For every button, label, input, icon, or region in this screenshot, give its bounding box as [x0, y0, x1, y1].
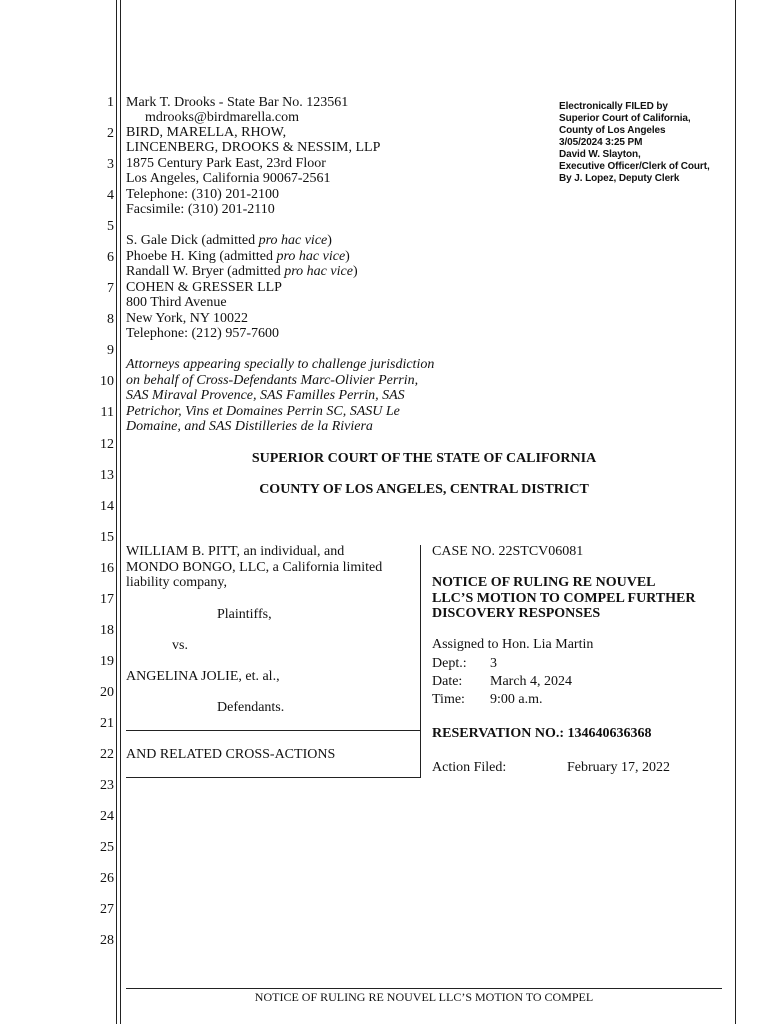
line-number: 7	[107, 281, 114, 296]
assigned-judge: Assigned to Hon. Lia Martin	[432, 637, 594, 652]
firm-address-line1: 1875 Century Park East, 23rd Floor	[126, 156, 326, 171]
firm-facsimile: Facsimile: (310) 201-2110	[126, 202, 275, 217]
stamp-line: Electronically FILED by	[559, 101, 668, 112]
attorney-email: mdrooks@birdmarella.com	[145, 110, 300, 125]
attorney-name	[126, 233, 332, 248]
document-title-line2: LLC’S MOTION TO COMPEL FURTHER	[432, 591, 696, 606]
line-number: 8	[107, 312, 114, 327]
line-number: 17	[100, 592, 114, 607]
plaintiff-names-line3: liability company,	[126, 575, 227, 590]
stamp-line: By J. Lopez, Deputy Clerk	[559, 173, 680, 184]
line-number: 28	[100, 933, 114, 948]
paren-close: )	[345, 249, 350, 264]
footer-rule	[126, 988, 722, 989]
line-number: 20	[100, 685, 114, 700]
document-title-line3: DISCOVERY RESPONSES	[432, 606, 601, 621]
line-number: 26	[100, 871, 114, 886]
hearing-time-label: Time:	[432, 692, 465, 707]
caption-bottom-rule	[126, 777, 421, 778]
line-number: 22	[100, 747, 114, 762]
statement-line: Domaine, and SAS Distilleries de la Riviera	[126, 419, 373, 434]
stamp-line: David W. Slayton,	[559, 149, 641, 160]
firm-address-line2: New York, NY 10022	[126, 311, 248, 326]
stamp-line: Superior Court of California,	[559, 113, 691, 124]
action-filed-label: Action Filed:	[432, 760, 507, 775]
firm-name: COHEN & GRESSER LLP	[126, 280, 282, 295]
line-number: 14	[100, 499, 114, 514]
hearing-date-label: Date:	[432, 674, 463, 689]
attorney-name	[126, 249, 350, 264]
pro-hac-vice-text: pro hac vice	[276, 249, 346, 264]
court-name: SUPERIOR COURT OF THE STATE OF CALIFORNIA	[251, 451, 597, 466]
stamp-line: Executive Officer/Clerk of Court,	[559, 161, 710, 172]
line-number: 4	[107, 188, 114, 203]
versus-label: vs.	[172, 638, 188, 653]
stamp-line: County of Los Angeles	[559, 125, 666, 136]
paren-close: )	[352, 264, 358, 279]
line-number: 19	[100, 654, 114, 669]
left-margin-rule	[116, 0, 117, 1024]
line-number: 21	[100, 716, 114, 731]
line-number: 25	[100, 840, 114, 855]
plaintiff-names-line1: WILLIAM B. PITT, an individual, and	[126, 544, 345, 559]
reservation-number: RESERVATION NO.: 134640636368	[432, 726, 652, 741]
line-number: 5	[107, 219, 114, 234]
hearing-time-value: 9:00 a.m.	[490, 692, 543, 707]
dept-value: 3	[490, 656, 497, 671]
line-number: 6	[107, 250, 114, 265]
line-number: 16	[100, 561, 114, 576]
hearing-date-value: March 4, 2024	[490, 674, 573, 689]
right-margin-rule	[735, 0, 736, 1024]
pro-hac-vice-text: pro hac vice	[284, 264, 353, 279]
attorney-name-text: Phoebe H. King (admitted	[126, 249, 277, 264]
firm-name-line2: LINCENBERG, DROOKS & NESSIM, LLP	[126, 140, 381, 155]
firm-name-line1: BIRD, MARELLA, RHOW,	[126, 125, 287, 140]
defendants-label: Defendants.	[217, 700, 285, 715]
line-number: 15	[100, 530, 114, 545]
line-number: 11	[100, 405, 114, 420]
action-filed-date: February 17, 2022	[567, 760, 671, 775]
attorney-name-text: S. Gale Dick (admitted	[126, 233, 259, 248]
court-district: COUNTY OF LOS ANGELES, CENTRAL DISTRICT	[259, 482, 589, 497]
attorney-name	[126, 264, 358, 279]
firm-telephone: Telephone: (212) 957-7600	[126, 326, 279, 341]
footer-title: NOTICE OF RULING RE NOUVEL LLC’S MOTION TO COMPEL	[254, 990, 594, 1004]
line-number: 24	[100, 809, 114, 824]
related-actions: AND RELATED CROSS-ACTIONS	[126, 747, 336, 762]
firm-address-line2: Los Angeles, California 90067-2561	[126, 171, 331, 186]
plaintiff-names-line2: MONDO BONGO, LLC, a California limited	[126, 560, 383, 575]
line-number: 10	[100, 374, 114, 389]
statement-line: Petrichor, Vins et Domaines Perrin SC, SASU Le	[126, 404, 400, 419]
attorney-name: Mark T. Drooks - State Bar No. 123561	[126, 95, 349, 110]
line-number: 1	[107, 95, 114, 110]
defendant-names: ANGELINA JOLIE, et. al.,	[126, 669, 280, 684]
line-number: 3	[107, 157, 114, 172]
line-number: 23	[100, 778, 114, 793]
statement-line: on behalf of Cross-Defendants Marc-Olivier Perrin,	[126, 373, 419, 388]
dept-label: Dept.:	[432, 656, 467, 671]
statement-line: SAS Miraval Provence, SAS Familles Perrin, SAS	[126, 388, 405, 403]
plaintiffs-label: Plaintiffs,	[217, 607, 272, 622]
paren-close: )	[327, 233, 332, 248]
left-margin-rule-inner	[120, 0, 121, 1024]
attorney-name-text: Randall W. Bryer (admitted	[126, 264, 285, 279]
caption-separator	[126, 730, 421, 731]
caption-divider	[420, 545, 421, 778]
stamp-line: 3/05/2024 3:25 PM	[559, 137, 643, 148]
line-number: 13	[100, 468, 114, 483]
case-number: CASE NO. 22STCV06081	[432, 544, 584, 559]
line-number: 27	[100, 902, 114, 917]
firm-address-line1: 800 Third Avenue	[126, 295, 227, 310]
document-title-line1: NOTICE OF RULING RE NOUVEL	[432, 575, 656, 590]
pro-hac-vice-text: pro hac vice	[258, 233, 328, 248]
line-number: 12	[100, 437, 114, 452]
firm-telephone: Telephone: (310) 201-2100	[126, 187, 279, 202]
line-number: 18	[100, 623, 114, 638]
electronic-filing-stamp	[559, 101, 710, 185]
statement-line: Attorneys appearing specially to challenge jurisdiction	[126, 357, 435, 372]
line-number: 2	[107, 126, 114, 141]
line-number: 9	[107, 343, 114, 358]
